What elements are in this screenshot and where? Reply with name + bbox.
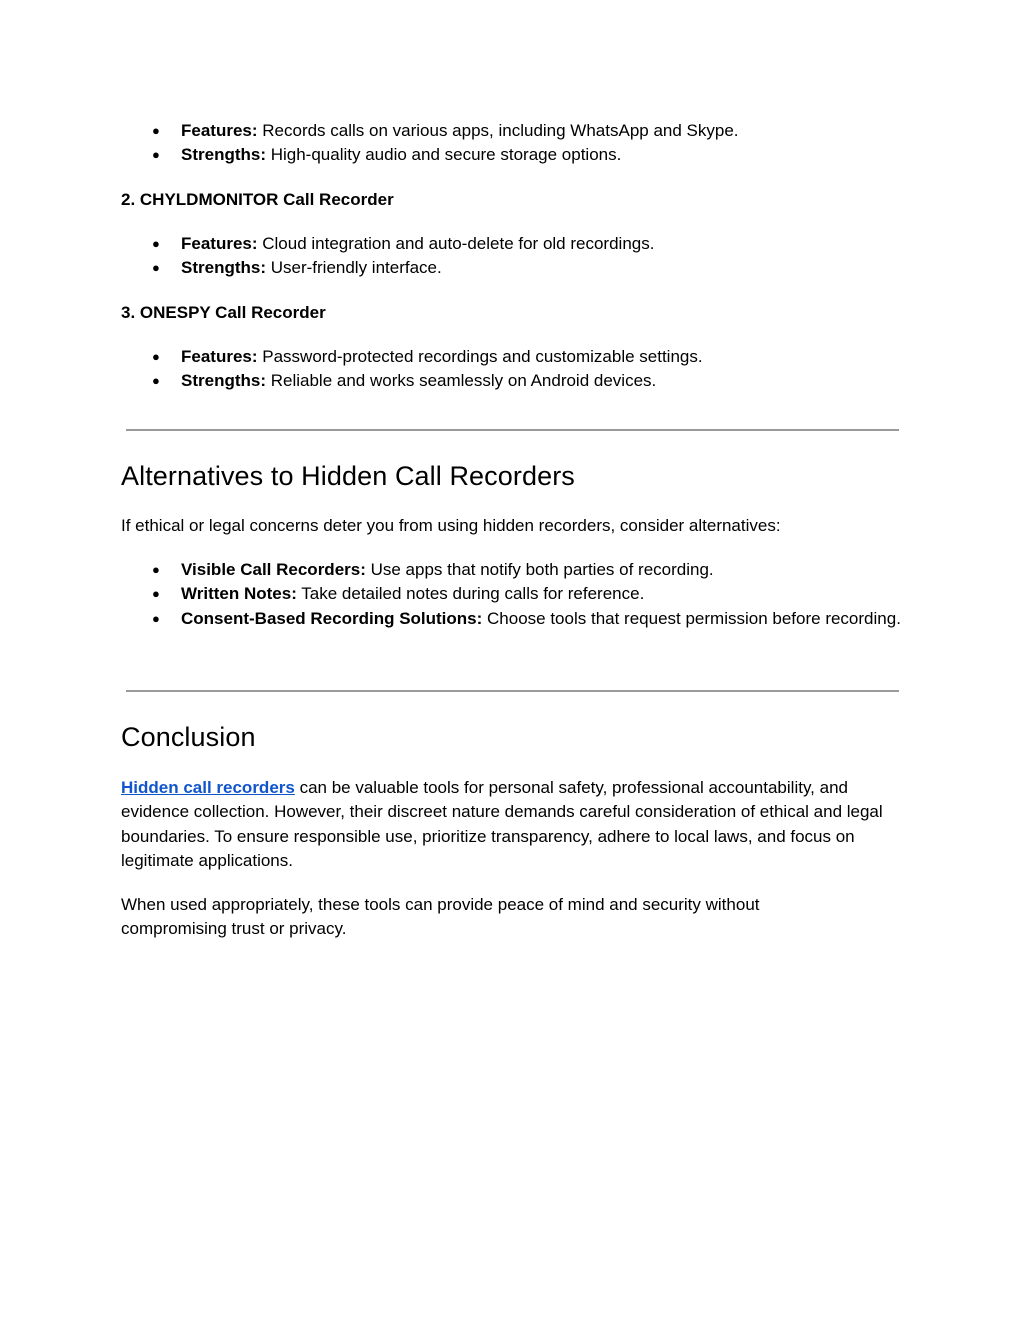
item-term: Strengths: (181, 371, 266, 391)
bullet-icon: ● (152, 349, 160, 364)
features-list-2 (121, 232, 903, 281)
list-item (121, 369, 903, 393)
features-list-1 (121, 119, 903, 168)
item-text: Cloud integration and auto-delete for old recordings. (257, 234, 655, 253)
horizontal-divider (126, 690, 899, 692)
bullet-icon: ● (152, 586, 160, 602)
item-term: Strengths: (181, 145, 266, 165)
section-heading-chyldmonitor: 2. CHYLDMONITOR Call Recorder (121, 190, 394, 209)
item-text: Take detailed notes during calls for reference. (296, 584, 645, 604)
item-term: Written Notes: (181, 584, 297, 604)
item-term: Features: (181, 121, 258, 140)
bullet-icon: ● (152, 373, 160, 389)
hidden-call-recorders-link[interactable]: Hidden call recorders (121, 778, 295, 797)
conclusion-paragraph-1 (121, 776, 903, 874)
list-item (121, 345, 903, 369)
bullet-icon: ● (152, 260, 160, 276)
item-text: High-quality audio and secure storage options. (266, 145, 622, 165)
item-text: Reliable and works seamlessly on Android devices. (266, 371, 657, 391)
bullet-icon: ● (152, 610, 160, 626)
item-term: Consent-Based Recording Solutions: (181, 608, 483, 628)
item-text: Records calls on various apps, including WhatsApp and Skype. (257, 121, 739, 140)
list-item (121, 119, 903, 143)
item-term: Features: (181, 234, 258, 253)
item-text: Use apps that notify both parties of recording. (365, 560, 714, 579)
conclusion-paragraph-1-text: can be valuable tools for personal safety, professional accountability, and evidence collection. However, their discreet nature demands careful consideration of ethical and legal boundaries. To ensure responsible use, prioritize transparency, adhere to local laws, and focus on legitimate applications. (121, 778, 883, 871)
heading-alternatives: Alternatives to Hidden Call Recorders (121, 461, 575, 491)
alternatives-intro: If ethical or legal concerns deter you from using hidden recorders, consider alternatives: (121, 516, 781, 535)
list-item (121, 143, 903, 167)
bullet-icon: ● (152, 147, 160, 163)
section-heading-onespy: 3. ONESPY Call Recorder (121, 303, 326, 322)
item-term: Visible Call Recorders: (181, 560, 366, 579)
alternatives-list (121, 558, 903, 631)
conclusion-paragraph-2: When used appropriately, these tools can provide peace of mind and security without compromising trust or privacy. (121, 895, 760, 939)
list-item (121, 256, 903, 280)
heading-conclusion: Conclusion (121, 722, 256, 752)
item-text: Password-protected recordings and customizable settings. (257, 347, 703, 366)
item-text: User-friendly interface. (266, 258, 442, 278)
bullet-icon: ● (152, 123, 160, 138)
bullet-icon: ● (152, 562, 160, 577)
list-item (121, 607, 903, 631)
horizontal-divider (126, 429, 899, 431)
list-item (121, 558, 903, 582)
list-item (121, 232, 903, 256)
features-list-3 (121, 345, 903, 394)
item-text: Choose tools that request permission before recording. (482, 608, 901, 628)
list-item (121, 582, 903, 606)
item-term: Features: (181, 347, 258, 366)
bullet-icon: ● (152, 236, 160, 251)
item-term: Strengths: (181, 258, 266, 278)
